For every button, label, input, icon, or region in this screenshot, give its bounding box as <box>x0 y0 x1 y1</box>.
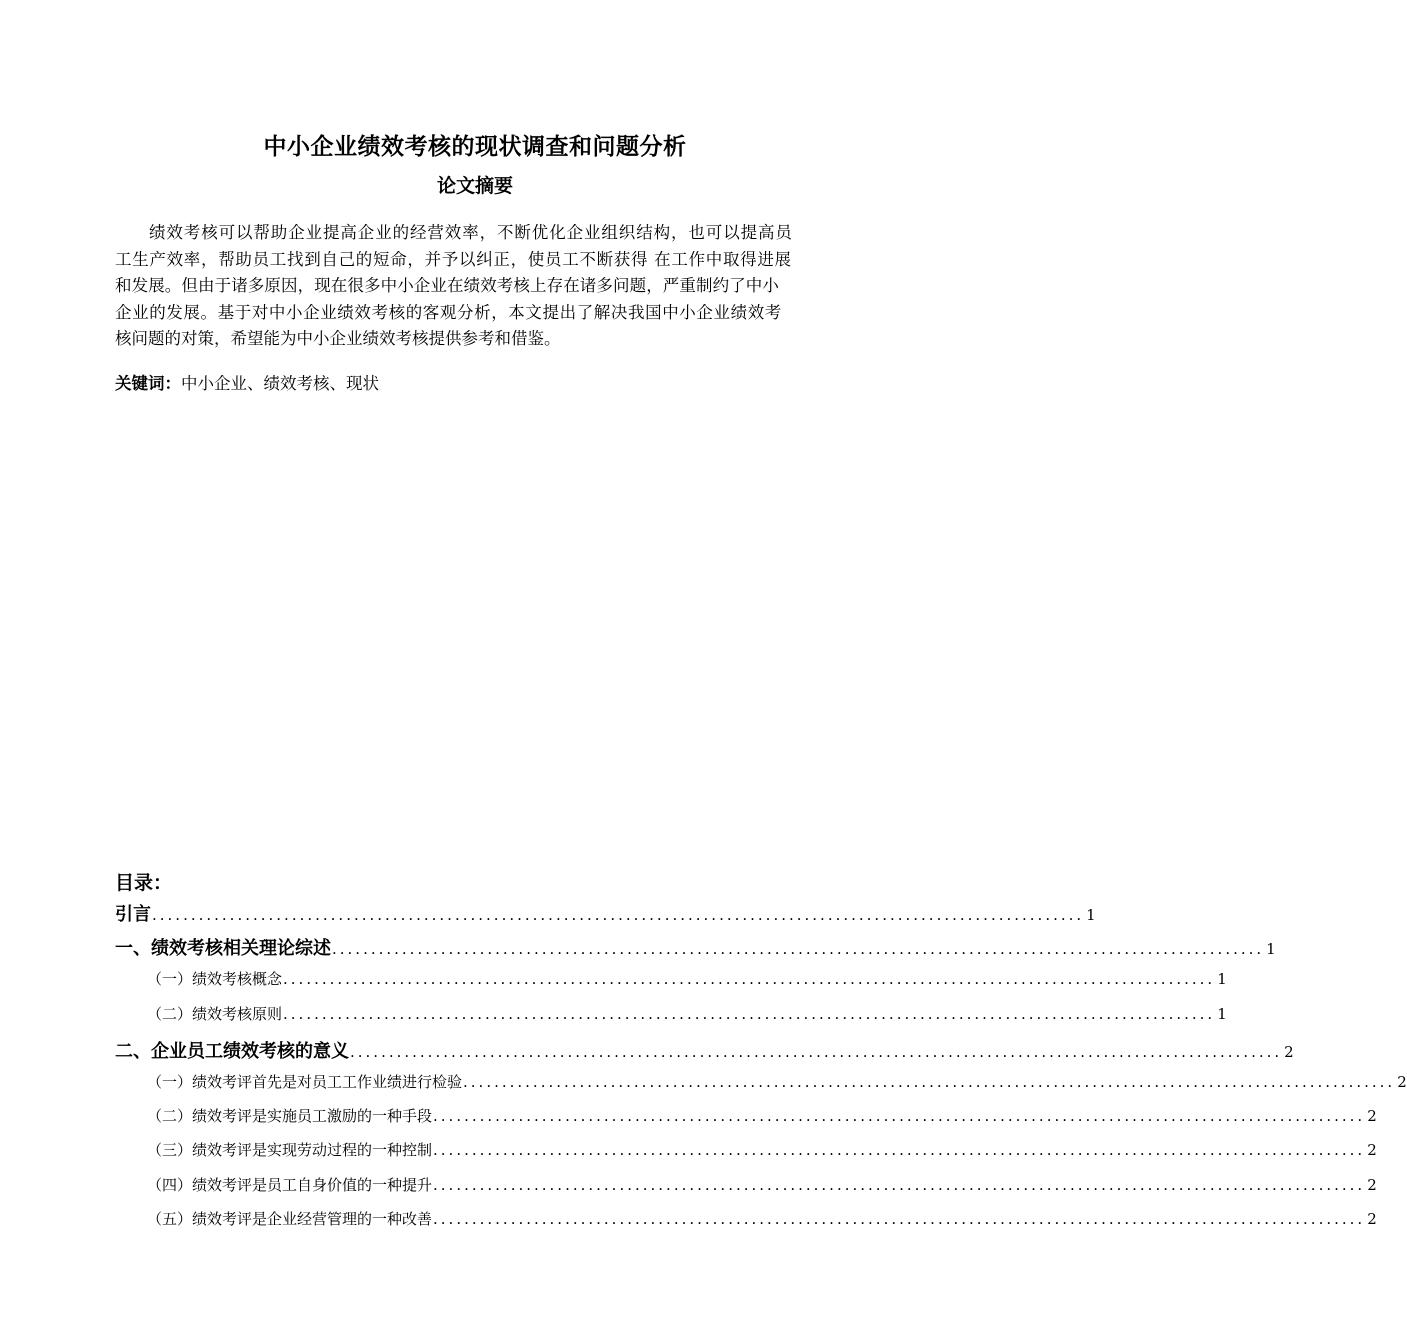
toc-leader-dots: ........................................................................................................................ <box>332 940 1265 959</box>
toc-leader-dots: ........................................................................................................................ <box>463 1072 1396 1091</box>
abstract-line: 绩效考核可以帮助企业提高企业的经营效率，不断优化企业组织结构，也可以提高员 <box>149 223 793 242</box>
table-of-contents <box>115 900 1407 1242</box>
toc-leader-dots: ........................................................................................................................ <box>433 1175 1366 1194</box>
toc-entry-text: （五）绩效考评是企业经营管理的一种改善 <box>147 1209 433 1228</box>
toc-page-number: 2 <box>1367 1107 1377 1126</box>
toc-leader-dots: ........................................................................................................................ <box>283 1004 1216 1023</box>
toc-page-number: 2 <box>1367 1141 1377 1160</box>
abstract-paragraph <box>115 220 860 353</box>
toc-page-number: 2 <box>1397 1072 1407 1091</box>
toc-heading: 目录： <box>115 872 173 894</box>
toc-leader-dots: ........................................................................................................................ <box>283 970 1216 989</box>
keywords-value: 中小企业、绩效考核、现状 <box>181 374 379 393</box>
toc-entry[interactable] <box>115 1208 1377 1242</box>
toc-entry-text: （一）绩效考核概念 <box>147 970 283 989</box>
abstract-line: 和发展。但由于诸多原因，现在很多中小企业在绩效考核上存在诸多问题，严重制约了中小 <box>115 276 779 295</box>
toc-entry[interactable] <box>115 900 1096 934</box>
toc-entry-text: （四）绩效考评是员工自身价值的一种提升 <box>147 1175 433 1194</box>
toc-leader-dots: ........................................................................................................................ <box>350 1042 1283 1061</box>
toc-entry[interactable] <box>115 1105 1377 1139</box>
abstract-line: 工生产效率，帮助员工找到自己的短命，并予以纠正，使员工不断获得 在工作中取得进展 <box>115 249 792 269</box>
toc-entry-text: （二）绩效考评是实施员工激励的一种手段 <box>147 1107 433 1126</box>
toc-entry-text: 二、企业员工绩效考核的意义 <box>115 1040 349 1062</box>
toc-page-number: 1 <box>1217 970 1227 989</box>
toc-leader-dots: ........................................................................................................................ <box>433 1141 1366 1160</box>
keywords-line <box>115 370 379 394</box>
toc-entry[interactable] <box>115 934 1276 968</box>
document-title: 中小企业绩效考核的现状调查和问题分析 <box>263 134 687 160</box>
toc-entry[interactable] <box>115 968 1227 1002</box>
toc-entry[interactable] <box>115 1174 1377 1208</box>
abstract-heading: 论文摘要 <box>436 175 513 197</box>
toc-page-number: 1 <box>1086 906 1096 924</box>
toc-page-number: 2 <box>1284 1042 1294 1061</box>
toc-entry-text: 引言 <box>115 904 151 925</box>
toc-page-number: 2 <box>1367 1175 1377 1194</box>
keywords-label: 关键词： <box>115 374 181 393</box>
toc-leader-dots: ........................................................................................................................ <box>433 1209 1366 1228</box>
toc-page-number: 1 <box>1217 1004 1227 1023</box>
toc-entry[interactable] <box>115 1071 1407 1105</box>
toc-page-number: 1 <box>1266 940 1276 959</box>
toc-leader-dots: ........................................................................................................................ <box>152 906 1085 924</box>
abstract-line: 核问题的对策，希望能为中小企业绩效考核提供参考和借鉴。 <box>115 329 561 348</box>
toc-entry-text: （一）绩效考评首先是对员工工作业绩进行检验 <box>147 1072 463 1091</box>
toc-leader-dots: ........................................................................................................................ <box>433 1107 1366 1126</box>
toc-entry-text: （三）绩效考评是实现劳动过程的一种控制 <box>147 1141 433 1160</box>
toc-entry-text: 一、绩效考核相关理论综述 <box>115 938 331 960</box>
toc-entry[interactable] <box>115 1003 1227 1037</box>
abstract-line: 企业的发展。基于对中小企业绩效考核的客观分析，本文提出了解决我国中小企业绩效考 <box>115 302 782 322</box>
toc-entry[interactable] <box>115 1139 1377 1173</box>
toc-entry[interactable] <box>115 1037 1294 1071</box>
toc-page-number: 2 <box>1367 1209 1377 1228</box>
toc-entry-text: （二）绩效考核原则 <box>147 1004 283 1023</box>
